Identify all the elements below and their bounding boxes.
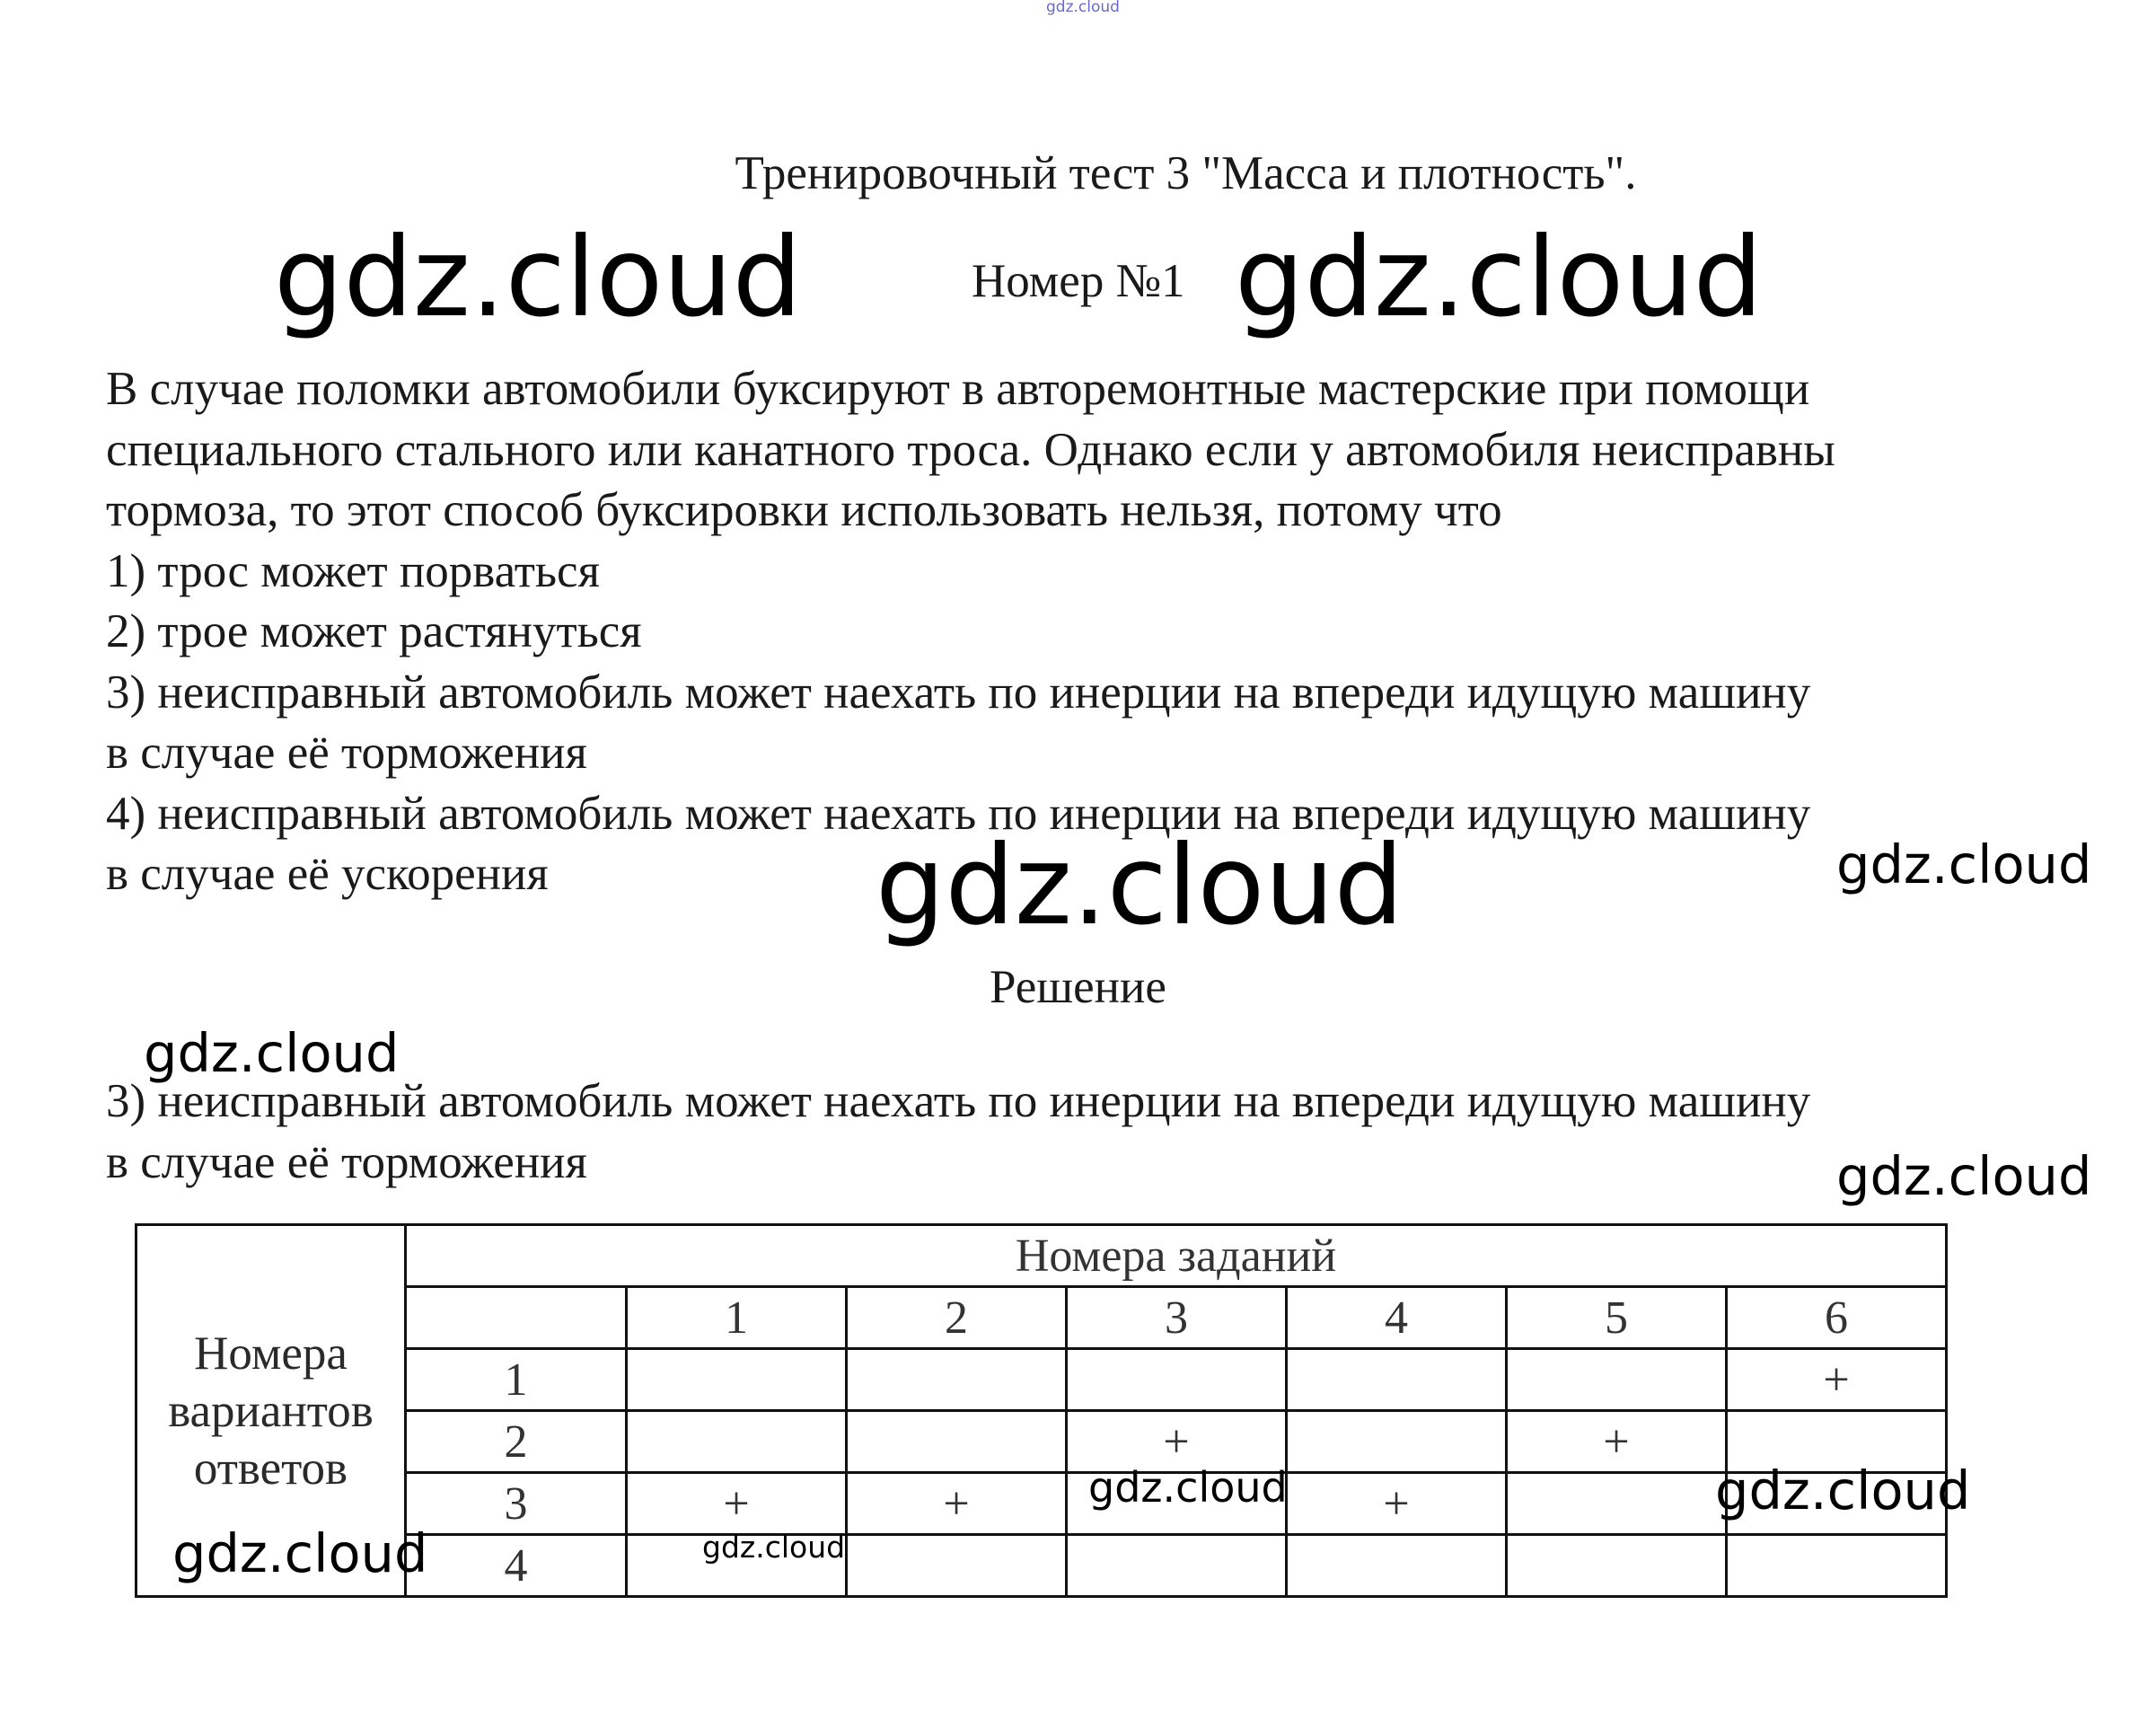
option-3: 3) неисправный автомобиль может наехать по инерции на впереди идущую машину (106, 666, 1811, 719)
table-cell: + (627, 1473, 847, 1535)
variant-number-cell: 3 (406, 1473, 627, 1535)
table-cell (1287, 1535, 1507, 1597)
watermark: gdz.cloud (1088, 1463, 1288, 1512)
solution-heading: Решение (990, 961, 1166, 1013)
table-cell (1727, 1535, 1947, 1597)
option-3-continued: в случае её торможения (106, 727, 587, 779)
watermark: gdz.cloud (274, 214, 803, 341)
table-cell (627, 1349, 847, 1411)
task-number: Номер №1 (972, 255, 1185, 307)
task-number-cell: 1 (627, 1287, 847, 1349)
table-cell (847, 1535, 1067, 1597)
task-number-cell: 3 (1067, 1287, 1287, 1349)
question-line: тормоза, то этот способ буксировки использовать нельзя, потому что (106, 484, 1502, 536)
top-watermark: gdz.cloud (1046, 0, 1120, 16)
table-cell (1507, 1349, 1727, 1411)
solution-answer (106, 1072, 2099, 1193)
question-line: специального стального или канатного троса. Однако если у автомобиля неисправны (106, 423, 1835, 476)
variant-number-cell: 4 (406, 1535, 627, 1597)
table-row (136, 1349, 1947, 1411)
task-numbers-header: Номера заданий (406, 1225, 1947, 1287)
watermark: gdz.cloud (1836, 1145, 2092, 1207)
option-2: 2) трое может растянуться (106, 605, 642, 657)
table-cell (1507, 1535, 1727, 1597)
watermark: gdz.cloud (876, 822, 1404, 949)
variant-number-cell: 2 (406, 1411, 627, 1473)
table-cell (627, 1411, 847, 1473)
table-cell (406, 1287, 627, 1349)
option-1: 1) трос может порваться (106, 544, 600, 597)
corner-label-line: вариантов (168, 1384, 374, 1437)
table-cell (1067, 1535, 1287, 1597)
table-cell: + (1507, 1411, 1727, 1473)
task-number-cell: 2 (847, 1287, 1067, 1349)
watermark: gdz.cloud (1235, 214, 1764, 341)
option-4-continued: в случае её ускорения (106, 848, 549, 900)
corner-label-line: ответов (193, 1442, 348, 1495)
corner-label-line: Номера (194, 1327, 348, 1380)
table-cell (847, 1411, 1067, 1473)
table-row (136, 1411, 1947, 1473)
table-cell (1287, 1349, 1507, 1411)
task-number-cell: 5 (1507, 1287, 1727, 1349)
watermark: gdz.cloud (1715, 1460, 1971, 1521)
answer-line: в случае её торможения (106, 1135, 587, 1188)
option-4: 4) неисправный автомобиль может наехать по инерции на впереди идущую машину (106, 787, 1811, 840)
table-cell (1067, 1349, 1287, 1411)
table-cell (1287, 1411, 1507, 1473)
table-cell: + (1287, 1473, 1507, 1535)
answer-line: 3) неисправный автомобиль может наехать по инерции на впереди идущую машину (106, 1075, 1811, 1127)
table-cell: + (1727, 1349, 1947, 1411)
task-number-cell: 6 (1727, 1287, 1947, 1349)
table-cell: + (1067, 1411, 1287, 1473)
variant-number-cell: 1 (406, 1349, 627, 1411)
page-title: Тренировочный тест 3 "Масса и плотность". (735, 147, 1637, 199)
watermark: gdz.cloud (144, 1022, 400, 1084)
table-cell (847, 1349, 1067, 1411)
watermark: gdz.cloud (702, 1530, 846, 1565)
table-row (136, 1287, 1947, 1349)
watermark: gdz.cloud (172, 1522, 428, 1584)
task-number-cell: 4 (1287, 1287, 1507, 1349)
watermark: gdz.cloud (1836, 833, 2092, 895)
table-cell: + (847, 1473, 1067, 1535)
question-line: В случае поломки автомобили буксируют в авторемонтные мастерские при помощи (106, 363, 1810, 415)
table-cell (1507, 1473, 1727, 1535)
